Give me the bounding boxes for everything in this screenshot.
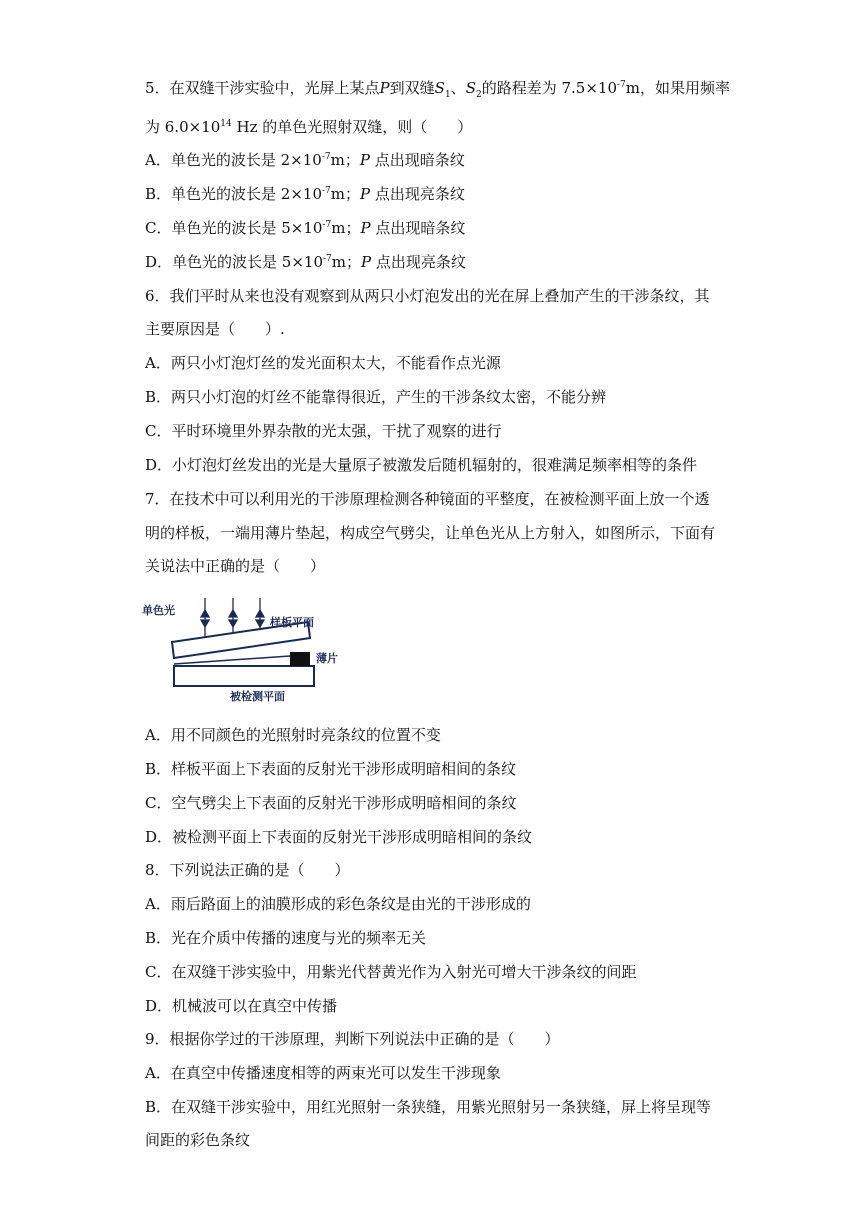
arrow-up-icon bbox=[256, 610, 264, 617]
tested-plate bbox=[174, 666, 314, 686]
wedge-line bbox=[174, 656, 290, 664]
q8-option-a[interactable]: A．雨后路面上的油膜形成的彩色条纹是由光的干涉形成的 bbox=[145, 895, 531, 913]
q5-option-c[interactable] bbox=[145, 217, 465, 239]
q5-stem-line1 bbox=[145, 77, 730, 99]
shim bbox=[290, 652, 310, 666]
option-text: B．单色光的波长是 2×10 bbox=[145, 185, 322, 203]
q5-text: 5．在双缝干涉实验中，光屏上某点 bbox=[145, 79, 380, 97]
q5-separator: 、 bbox=[450, 79, 466, 97]
point-p: P bbox=[379, 79, 390, 97]
option-text: D．单色光的波长是 5×10 bbox=[145, 253, 323, 271]
point-p: P bbox=[360, 185, 371, 203]
arrow-down-icon bbox=[201, 620, 209, 627]
arrow-up-icon bbox=[229, 610, 237, 617]
q8-option-d[interactable]: D．机械波可以在真空中传播 bbox=[145, 997, 338, 1015]
arrow-up-icon bbox=[201, 610, 209, 617]
q9-option-b[interactable]: B．在双缝干涉实验中，用红光照射一条狭缝，用紫光照射另一条狭缝，屏上将呈现等 bbox=[145, 1098, 712, 1116]
q7-option-b[interactable]: B．样板平面上下表面的反射光干涉形成明暗相间的条纹 bbox=[145, 760, 517, 778]
slit-s2-subscript: 2 bbox=[475, 90, 482, 100]
arrow-down-icon bbox=[256, 620, 264, 627]
exponent: -7 bbox=[322, 220, 332, 230]
option-text: m； bbox=[331, 253, 362, 271]
q6-option-d[interactable]: D．小灯泡灯丝发出的光是大量原子被激发后随机辐射的，很难满足频率相等的条件 bbox=[145, 456, 698, 474]
exponent: -7 bbox=[616, 80, 626, 90]
q7-stem-line1: 7．在技术中可以利用光的干涉原理检测各种镜面的平整度，在被检测平面上放一个透 bbox=[145, 490, 710, 508]
q6-stem-line1: 6．我们平时从来也没有观察到从两只小灯泡发出的光在屏上叠加产生的干涉条纹，其 bbox=[145, 287, 710, 305]
option-text: 点出现亮条纹 bbox=[370, 185, 465, 203]
label-template-plane: 样板平面 bbox=[270, 616, 314, 629]
option-text: 点出现暗条纹 bbox=[370, 219, 466, 237]
exponent: -7 bbox=[321, 152, 331, 162]
point-p: P bbox=[361, 253, 372, 271]
exponent: -7 bbox=[323, 254, 332, 264]
arrow-down-icon bbox=[229, 620, 237, 627]
q5-text: 为 6.0×10 bbox=[145, 118, 221, 136]
label-monochromatic-light: 单色光 bbox=[142, 604, 175, 617]
q8-stem: 8．下列说法正确的是（ ） bbox=[145, 861, 350, 879]
q9-stem: 9．根据你学过的干涉原理，判断下列说法中正确的是（ ） bbox=[145, 1030, 560, 1048]
option-text: m； bbox=[330, 151, 360, 169]
q5-stem-line2 bbox=[145, 116, 472, 138]
air-wedge-diagram bbox=[140, 594, 360, 706]
q6-option-c[interactable]: C．平时环境里外界杂散的光太强，干扰了观察的进行 bbox=[145, 422, 502, 440]
label-shim: 薄片 bbox=[316, 652, 338, 665]
option-text: C．单色光的波长是 5×10 bbox=[145, 219, 323, 237]
slit-s1-symbol: S bbox=[434, 79, 445, 97]
slit-s1-subscript: 1 bbox=[444, 90, 451, 100]
q7-option-a[interactable]: A．用不同颜色的光照射时亮条纹的位置不变 bbox=[145, 726, 441, 744]
point-p: P bbox=[360, 219, 371, 237]
q7-stem-line2: 明的样板，一端用薄片垫起，构成空气劈尖，让单色光从上方射入，如图所示，下面有 bbox=[145, 524, 716, 542]
q6-option-a[interactable]: A．两只小灯泡灯丝的发光面积太大，不能看作点光源 bbox=[145, 354, 501, 372]
option-text: m； bbox=[330, 185, 361, 203]
option-text: A．单色光的波长是 2×10 bbox=[145, 151, 322, 169]
q5-option-a[interactable] bbox=[145, 149, 465, 171]
exponent: -7 bbox=[322, 186, 331, 196]
exponent: 14 bbox=[220, 119, 232, 129]
q5-text: 的路程差为 7.5×10 bbox=[481, 79, 617, 97]
label-tested-plane: 被检测平面 bbox=[230, 690, 285, 703]
q5-option-b[interactable] bbox=[145, 183, 465, 205]
q6-stem-line2: 主要原因是（ ）. bbox=[145, 320, 285, 338]
option-text: 点出现亮条纹 bbox=[371, 253, 466, 271]
q5-text: Hz 的单色光照射双缝，则（ ） bbox=[231, 118, 473, 136]
q7-stem-line3: 关说法中正确的是（ ） bbox=[145, 557, 326, 575]
q9-option-a[interactable]: A．在真空中传播速度相等的两束光可以发生干涉现象 bbox=[145, 1064, 501, 1082]
q5-option-d[interactable] bbox=[145, 251, 466, 273]
option-text: 点出现暗条纹 bbox=[369, 151, 465, 169]
q5-text: m，如果用频率 bbox=[625, 79, 730, 97]
slit-s2-symbol: S bbox=[465, 79, 476, 97]
q8-option-b[interactable]: B．光在介质中传播的速度与光的频率无关 bbox=[145, 929, 427, 947]
light-rays bbox=[201, 598, 264, 638]
point-p: P bbox=[359, 151, 370, 169]
q6-option-b[interactable]: B．两只小灯泡的灯丝不能靠得很近，产生的干涉条纹太密，不能分辨 bbox=[145, 388, 607, 406]
q7-option-c[interactable]: C．空气劈尖上下表面的反射光干涉形成明暗相间的条纹 bbox=[145, 794, 517, 812]
q5-text: 到双缝 bbox=[389, 79, 435, 97]
q8-option-c[interactable]: C．在双缝干涉实验中，用紫光代替黄光作为入射光可增大干涉条纹的间距 bbox=[145, 963, 637, 981]
q7-option-d[interactable]: D．被检测平面上下表面的反射光干涉形成明暗相间的条纹 bbox=[145, 828, 533, 846]
q9-option-b-continued: 间距的彩色条纹 bbox=[145, 1131, 251, 1149]
option-text: m； bbox=[331, 219, 361, 237]
